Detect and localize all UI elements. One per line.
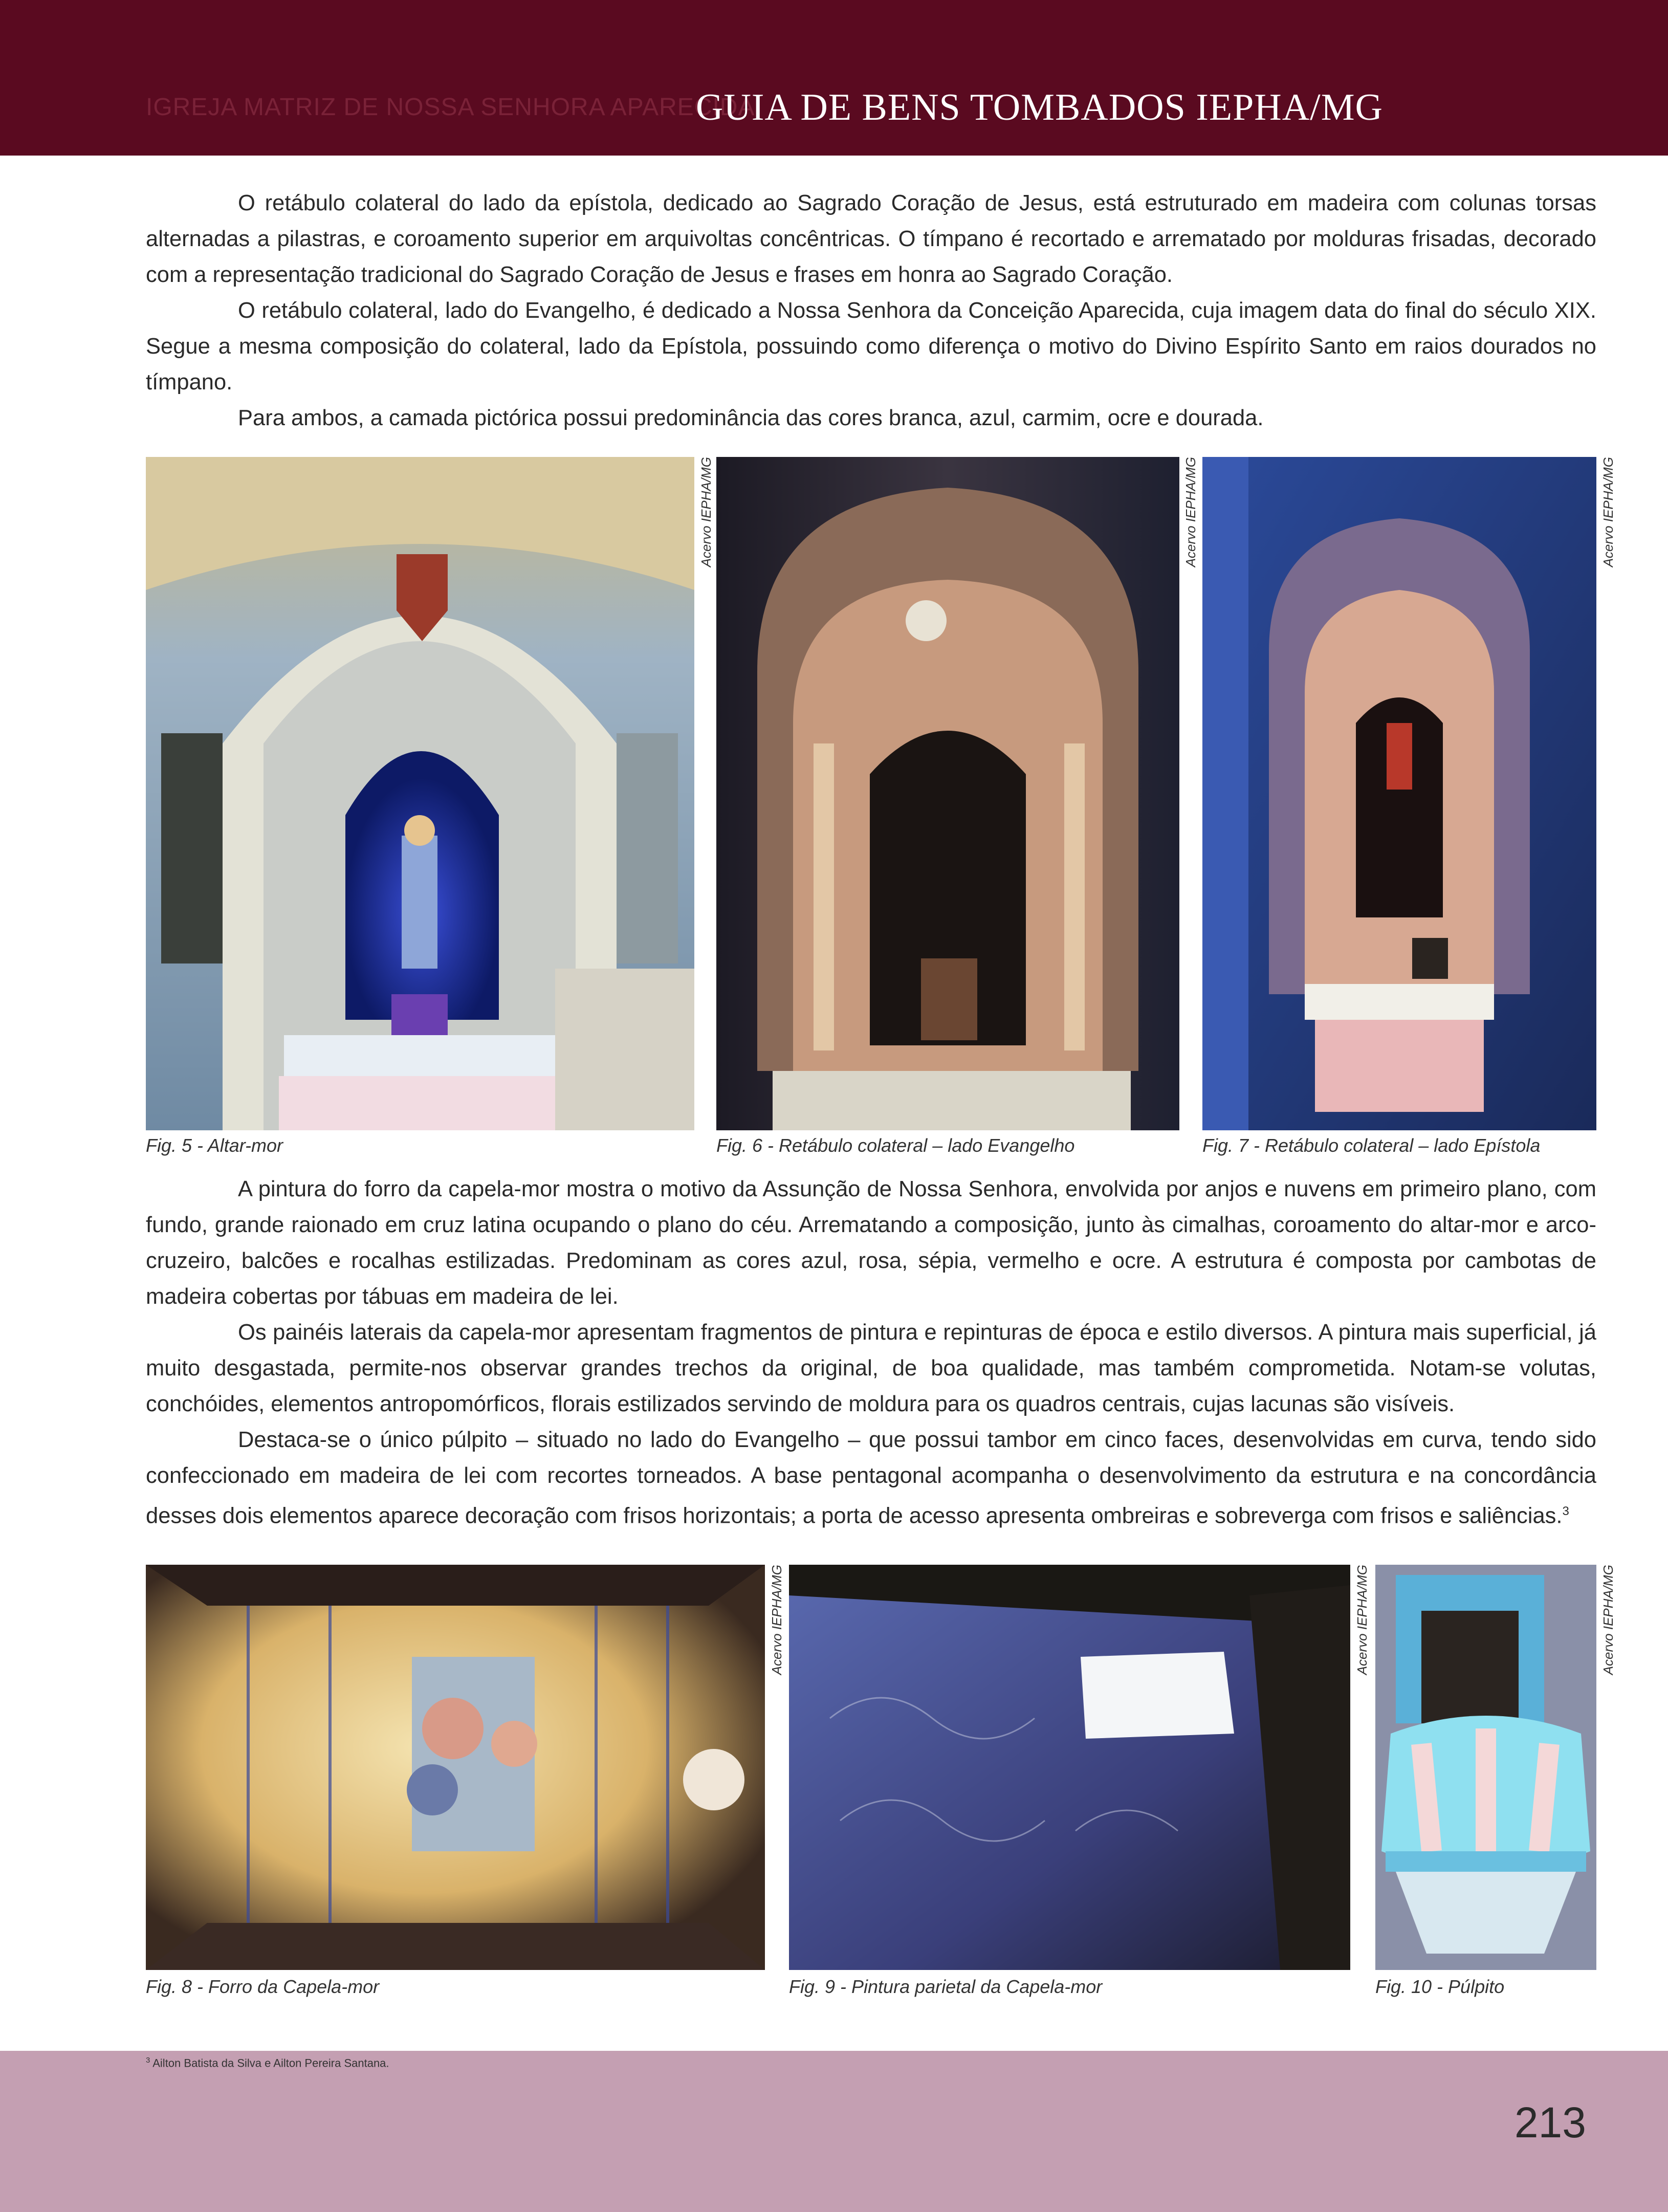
paragraph: A pintura do forro da capela-mor mostra o motivo da Assunção de Nossa Senhora, envolvida por anjos e nuvens em primeiro plano, com fundo, grande raionado em cruz latina ocupando o plano do céu. Arrematando a composição, junto às cimalhas, coroamento do altar-mor e arco-cruzeiro, balcões e rocalhas estilizadas. Predominam as cores azul, rosa, sépia, vermelho e ocre. A estrutura é composta por cambotas de madeira cobertas por tábuas em madeira de lei.	[146, 1177, 1596, 1309]
photo-credit: Acervo IEPHA/MG	[1600, 457, 1616, 567]
paragraph-text: Destaca-se o único púlpito – situado no lado do Evangelho – que possui tambor em cinco faces, desenvolvidas em curva, tendo sido confeccionado em madeira de lei com recortes torneados. A base pentagonal acompanha o desenvolvimento da estrutura e na concordância desses dois elementos aparece decoração com frisos horizontais; a porta de acesso apresenta ombreiras e sobreverga com frisos e saliências.	[146, 1428, 1596, 1528]
page-number: 213	[1514, 2098, 1586, 2147]
figure-caption: Fig. 10 - Púlpito	[1375, 1976, 1505, 1997]
footnote-marker: 3	[146, 2056, 150, 2065]
footnote-text: Ailton Batista da Silva e Ailton Pereira Santana.	[152, 2056, 389, 2070]
body-text-section-2	[146, 1171, 1596, 1534]
paragraph	[146, 1422, 1596, 1534]
figure-caption: Fig. 5 - Altar-mor	[146, 1135, 283, 1156]
figure-caption: Fig. 8 - Forro da Capela-mor	[146, 1976, 380, 1997]
page-header	[0, 0, 1668, 156]
figure-caption: Fig. 7 - Retábulo colateral – lado Epístola	[1202, 1135, 1541, 1156]
photo-pulpito	[1375, 1565, 1596, 1970]
photo-credit: Acervo IEPHA/MG	[1183, 457, 1198, 567]
photo-credit: Acervo IEPHA/MG	[769, 1565, 784, 1675]
figure-caption: Fig. 6 - Retábulo colateral – lado Evangelho	[716, 1135, 1075, 1156]
paragraph: O retábulo colateral do lado da epístola, dedicado ao Sagrado Coração de Jesus, está estruturado em madeira com colunas torsas alternadas a pilastras, e coroamento superior em arquivoltas concêntricas. O tímpano é recortado e arrematado por molduras frisadas, decorado com a representação tradicional do Sagrado Coração de Jesus e frases em honra ao Sagrado Coração.	[146, 191, 1596, 287]
photo-credit: Acervo IEPHA/MG	[698, 457, 714, 567]
photo-credit: Acervo IEPHA/MG	[1600, 1565, 1616, 1675]
photo-retabulo-evangelho	[716, 457, 1179, 1130]
footnote-reference: 3	[1562, 1504, 1569, 1518]
photo-credit: Acervo IEPHA/MG	[1354, 1565, 1370, 1675]
body-text-section-1	[146, 185, 1596, 436]
paragraph: O retábulo colateral, lado do Evangelho, é dedicado a Nossa Senhora da Conceição Aparecida, cuja imagem data do final do século XIX. Segue a mesma composição do colateral, lado da Epístola, possuindo como diferença o motivo do Divino Espírito Santo em raios dourados no tímpano.	[146, 298, 1596, 395]
header-title: GUIA DE BENS TOMBADOS IEPHA/MG	[696, 86, 1383, 128]
header-subtitle: IGREJA MATRIZ DE NOSSA SENHORA APARECIDA	[146, 94, 755, 121]
footnote	[146, 2056, 389, 2070]
page-footer	[0, 2051, 1668, 2212]
photo-forro-capela-mor	[146, 1565, 765, 1970]
paragraph: Os painéis laterais da capela-mor apresentam fragmentos de pintura e repinturas de época e estilo diversos. A pintura mais superficial, já muito desgastada, permite-nos observar grandes trechos da original, de boa qualidade, mas também comprometida. Notam-se volutas, conchóides, elementos antropomórficos, florais estilizados servindo de moldura para os quadros centrais, cujas lacunas são visíveis.	[146, 1320, 1596, 1416]
figure-caption: Fig. 9 - Pintura parietal da Capela-mor	[789, 1976, 1103, 1997]
paragraph: Para ambos, a camada pictórica possui predominância das cores branca, azul, carmim, ocre e dourada.	[238, 406, 1264, 430]
photo-retabulo-epistola	[1202, 457, 1596, 1130]
photo-pintura-parietal	[789, 1565, 1350, 1970]
photo-altar-mor	[146, 457, 694, 1130]
